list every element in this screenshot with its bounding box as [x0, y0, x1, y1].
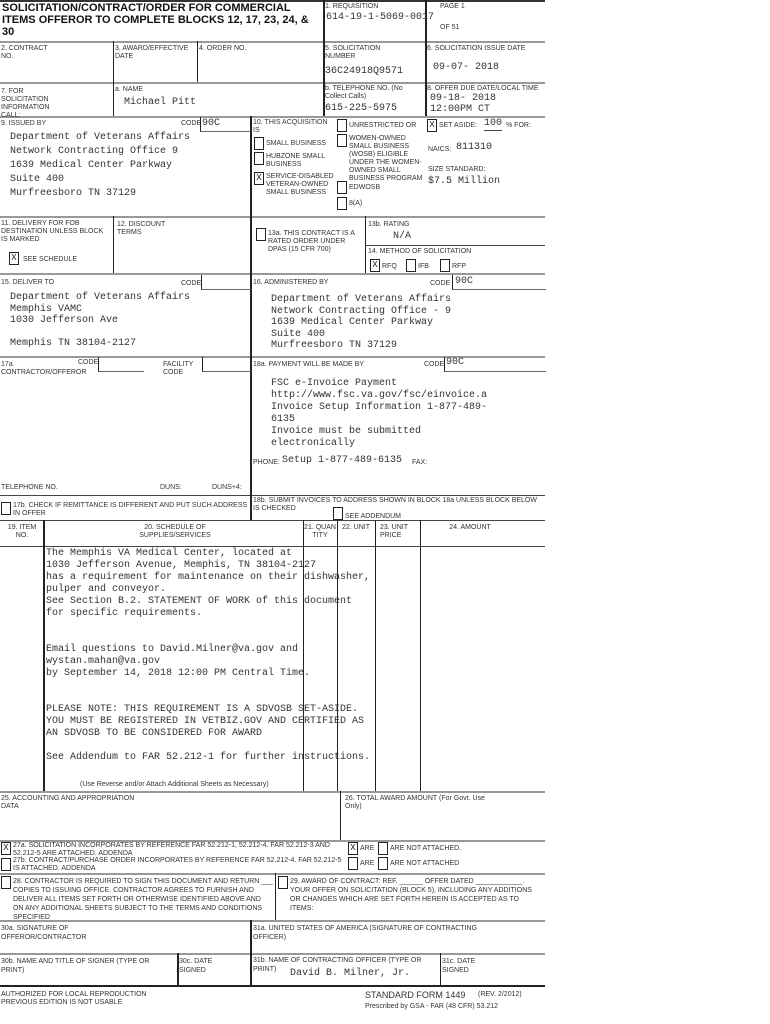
accounting-data-label: 25. ACCOUNTING AND APPROPRIATION DATA: [1, 795, 135, 810]
edwosb-checkbox[interactable]: [337, 181, 347, 194]
28-checkbox[interactable]: [1, 876, 11, 889]
signature-officer-label: 31a. UNITED STATES OF AMERICA (SIGNATURE OF CONTRACTING OFFICER): [253, 925, 478, 941]
unrestricted-label: UNRESTRICTED OR: [349, 122, 417, 129]
wosb-label: WOMEN-OWNED SMALL BUSINESS (WOSB) ELIGIBLE UNDER THE WOMEN-OWNED SMALL BUSINESS PROGRAM: [349, 135, 423, 182]
sdvosb-label: SERVICE-DISABLED VETERAN-OWNED SMALL BUSINESS: [266, 173, 334, 196]
date-signed-31c-label: 31c. DATE SIGNED: [442, 958, 476, 974]
contact-name: Michael Pitt: [124, 97, 197, 108]
offer-due-time: 12:00PM CT: [430, 104, 491, 115]
form-title: SOLICITATION/CONTRACT/ORDER FOR COMMERCIAL: [2, 2, 291, 14]
additional-sheets-note: (Use Reverse and/or Attach Additional Sheets as Necessary): [80, 781, 269, 788]
offer-due-label: 8. OFFER DUE DATE/LOCAL TIME: [427, 85, 539, 92]
payment-code: 90C: [446, 357, 465, 368]
rfq-checkbox[interactable]: X: [370, 259, 380, 272]
issued-by-code: 90C: [202, 118, 221, 129]
27b-are-not-checkbox[interactable]: [378, 857, 388, 870]
edwosb-label: EDWOSB: [349, 184, 381, 191]
ifb-checkbox[interactable]: [406, 259, 416, 272]
wosb-checkbox[interactable]: [337, 134, 347, 147]
solicitation-method-label: 14. METHOD OF SOLICITATION: [368, 248, 472, 255]
facility-code-label: FACILITY CODE: [163, 361, 194, 376]
duns4-label: DUNS+4:: [212, 484, 242, 491]
requisition-label: 1. REQUISITION: [325, 3, 379, 10]
total-award-label: 26. TOTAL AWARD AMOUNT (For Govt. Use Only): [345, 795, 485, 810]
remittance-label: 17b. CHECK IF REMITTANCE IS DIFFERENT AND PUT SUCH ADDRESS IN OFFER: [13, 502, 248, 517]
form-title-items: ITEMS: [2, 14, 36, 26]
ifb-label: IFB: [418, 263, 429, 270]
27a-are-not-checkbox[interactable]: [378, 842, 388, 855]
small-business-label: SMALL BUSINESS: [266, 140, 327, 147]
prescribed-by: Prescribed by GSA - FAR (48 CFR) 53.212: [365, 1003, 499, 1010]
requisition-number: 614-19-1-5069-0017: [326, 12, 435, 23]
acquisition-label: 10. THIS ACQUISITION IS: [253, 119, 328, 134]
see-schedule-checkbox[interactable]: X: [9, 252, 19, 265]
rated-order-label: 13a. THIS CONTRACT IS A RATED ORDER UNDER DPAS (15 CFR 700): [268, 230, 355, 253]
payment-phone: Setup 1-877-489-6135: [282, 455, 403, 466]
size-standard-label: SIZE STANDARD:: [428, 166, 486, 173]
rating-label: 13b. RATING: [368, 221, 410, 228]
offeror-instruction: OFFEROR TO COMPLETE BLOCKS 12, 17, 23,: [38, 14, 280, 26]
administered-by-address: Department of Veterans Affairs Network Contracting Office - 9 1639 Medical Center Parkway Suite 400 Murfreesboro TN 37129: [271, 294, 452, 351]
form-number: STANDARD FORM 1449: [365, 990, 466, 1000]
form-title-block: [2, 2, 322, 38]
contract-no-label: 2. CONTRACT NO.: [1, 45, 48, 60]
date-signed-30c-label: 30c. DATE SIGNED: [179, 958, 213, 974]
reproduction-note: AUTHORIZED FOR LOCAL REPRODUCTION PREVIOUS EDITION IS NOT USABLE: [1, 991, 147, 1006]
issued-by-address: Department of Veterans Affairs Network Contracting Office 9 1639 Medical Center Parkway Suite 400 Murfreesboro TN 37129: [10, 132, 191, 199]
offer-due-date: 09-18- 2018: [430, 93, 497, 104]
set-aside-percent: 100: [484, 118, 503, 129]
deliver-to-address: Department of Veterans Affairs Memphis VAMC 1030 Jefferson Ave Memphis TN 38104-2127: [10, 292, 191, 349]
see-addendum-label: SEE ADDENDUM: [345, 513, 402, 520]
issued-by-code-label: CODE: [181, 120, 202, 127]
payment-address: FSC e-Invoice Payment http://www.fsc.va.gov/fsc/einvoice.a Invoice Setup Information 1-877-489- 6135 Invoice must be submitted electronically: [271, 378, 488, 449]
27b-are-label: ARE: [360, 860, 375, 867]
solicitation-number-label: 5. SOLICITATION NUMBER: [325, 45, 381, 60]
contractor-code-label: CODE: [78, 359, 99, 366]
signature-offeror-label: 30a. SIGNATURE OF OFFEROR/CONTRACTOR: [1, 925, 87, 941]
naics-label: NAICS:: [428, 146, 452, 153]
see-schedule-label: SEE SCHEDULE: [23, 256, 78, 263]
award-date-label: 3. AWARD/EFFECTIVE DATE: [115, 45, 189, 60]
rfp-label: RFP: [452, 263, 466, 270]
signer-name-label: 30b. NAME AND TITLE OF SIGNER (TYPE OR PRINT): [1, 958, 150, 974]
rated-order-checkbox[interactable]: [256, 228, 266, 241]
8a-checkbox[interactable]: [337, 197, 347, 210]
29-label: 29. AWARD OF CONTRACT: REF. ______ OFFER DATED ____________. YOUR OFFER ON SOLICITATION (BLOCK 5), INCLUDING ANY ADDITIONS OR CHANGES WHICH ARE SET FORTH HEREIN IS ACCEPTED AS TO ITEMS:: [290, 878, 532, 912]
naics-code: 811310: [456, 142, 493, 153]
see-addendum-checkbox[interactable]: [333, 507, 343, 520]
col-amount: 24. AMOUNT: [449, 524, 491, 531]
offeror-instruction-cont: 24, & 30: [2, 14, 309, 38]
remittance-checkbox[interactable]: [1, 502, 11, 515]
administered-code-label: CODE: [430, 280, 451, 287]
order-no-label: 4. ORDER NO.: [199, 45, 247, 52]
issue-date-label: 6. SOLICITATION ISSUE DATE: [427, 45, 526, 52]
set-aside-checkbox[interactable]: X: [427, 119, 437, 132]
small-business-checkbox[interactable]: [254, 137, 264, 150]
27a-are-label: ARE: [360, 845, 375, 852]
discount-terms-label: 12. DISCOUNT TERMS: [117, 221, 166, 236]
27b-are-checkbox[interactable]: [348, 857, 358, 870]
telephone-no-label: TELEPHONE NO.: [1, 484, 58, 491]
officer-name: David B. Milner, Jr.: [290, 968, 411, 979]
solicitation-number: 36C24918Q9571: [325, 66, 404, 77]
size-standard: $7.5 Million: [428, 176, 501, 187]
deliver-to-code-label: CODE: [181, 280, 202, 287]
col-unit-price: 23. UNIT PRICE: [380, 524, 408, 539]
27b-label: 27b. CONTRACT/PURCHASE ORDER INCORPORATES BY REFERENCE FAR 52.212-4. FAR 52.212-5 IS ATTACHED. ADDENDA: [13, 857, 342, 872]
fax-label: FAX:: [412, 459, 428, 466]
officer-name-label: 31b. NAME OF CONTRACTING OFFICER (TYPE OR PRINT): [253, 957, 422, 973]
payment-by-label: 18a. PAYMENT WILL BE MADE BY: [253, 361, 364, 368]
telephone-label: b. TELEPHONE NO. (No Collect Calls): [325, 85, 403, 100]
sdvosb-checkbox[interactable]: X: [254, 172, 264, 185]
duns-label: DUNS:: [160, 484, 182, 491]
submit-invoices-label: 18b. SUBMIT INVOICES TO ADDRESS SHOWN IN BLOCK 18a UNLESS BLOCK BELOW IS CHECKED: [253, 497, 537, 512]
col-unit: 22. UNIT: [341, 524, 370, 531]
info-call-label: 7. FOR SOLICITATION INFORMATION CALL:: [1, 88, 50, 119]
deliver-to-label: 15. DELIVER TO: [1, 279, 55, 286]
27b-checkbox[interactable]: [1, 858, 11, 871]
delivery-fob-label: 11. DELIVERY FOR FOB DESTINATION UNLESS BLOCK IS MARKED: [1, 220, 104, 243]
payment-code-label: CODE: [424, 361, 445, 368]
col-quantity: 21. QUANTITY: [304, 524, 336, 539]
percent-for-label: % FOR:: [506, 122, 531, 129]
8a-label: 8(A): [349, 200, 363, 207]
page-of: OF 51: [440, 24, 460, 31]
administered-by-label: 16. ADMINISTERED BY: [253, 279, 329, 286]
27a-label: 27a. SOLICITATION INCORPORATES BY REFERENCE FAR 52.212-1, 52.212-4. FAR 52.212-3 AND 52.212-5 ARE ATTACHED. ADDENDA: [13, 842, 330, 857]
set-aside-label: SET ASIDE:: [439, 122, 477, 129]
page-label: PAGE 1: [440, 3, 465, 10]
27a-are-not-label: ARE NOT ATTACHED.: [390, 845, 462, 852]
hubzone-label: HUBZONE SMALL BUSINESS: [266, 153, 325, 168]
contact-phone: 615-225-5975: [325, 103, 398, 114]
rfq-label: RFQ: [382, 263, 397, 270]
issued-by-label: 9. ISSUED BY: [1, 120, 47, 127]
payment-phone-label: PHONE:: [253, 459, 280, 466]
contractor-label: 17a. CONTRACTOR/OFFEROR: [1, 361, 87, 376]
27b-are-not-label: ARE NOT ATTACHED: [390, 860, 460, 867]
administered-code: 90C: [455, 276, 474, 287]
col-item-no: 19. ITEM NO.: [7, 524, 37, 539]
27a-are-checkbox[interactable]: X: [348, 842, 358, 855]
issue-date: 09-07- 2018: [433, 62, 500, 73]
29-checkbox[interactable]: [278, 876, 288, 889]
27a-checkbox[interactable]: X: [1, 842, 11, 855]
col-schedule: 20. SCHEDULE OF SUPPLIES/SERVICES: [139, 524, 211, 539]
hubzone-checkbox[interactable]: [254, 152, 264, 165]
unrestricted-checkbox[interactable]: [337, 119, 347, 132]
28-label: 28. CONTRACTOR IS REQUIRED TO SIGN THIS DOCUMENT AND RETURN ___ COPIES TO ISSUING OFFICE. CONTRACTOR AGREES TO FURNISH AND DELIVER ALL ITEMS SET FORTH OR OTHERWISE IDENTIFIED ABOVE AND ON ANY ADDITIONAL SHEETS SUBJECT TO THE TERMS AND CONDITIONS SPECIFIED: [13, 878, 273, 921]
form-revision: (REV. 2/2012): [478, 991, 522, 998]
name-label: a. NAME: [115, 86, 144, 93]
rating-value: N/A: [393, 231, 412, 242]
schedule-description: The Memphis VA Medical Center, located at 1030 Jefferson Avenue, Memphis, TN 38104-2127 has a requirement for maintenance on their dishwasher, pulper and conveyor. See Section B.2. STATEMENT OF WORK of this document for specific requirements. Email questions to David.Milner@va.gov and wystan.mahan@va.gov by September 14, 2018 12:00 PM Central Time. PLEASE NOTE: THIS REQUIREMENT IS A SDVOSB SET-ASIDE. YOU MUST BE REGISTERED IN VETBIZ.GOV AND CERTIFIED AS AN SDVOSB TO BE CONSIDERED FOR AWARD See Addendum to FAR 52.212-1 for further instructions.: [46, 548, 371, 763]
rfp-checkbox[interactable]: [440, 259, 450, 272]
